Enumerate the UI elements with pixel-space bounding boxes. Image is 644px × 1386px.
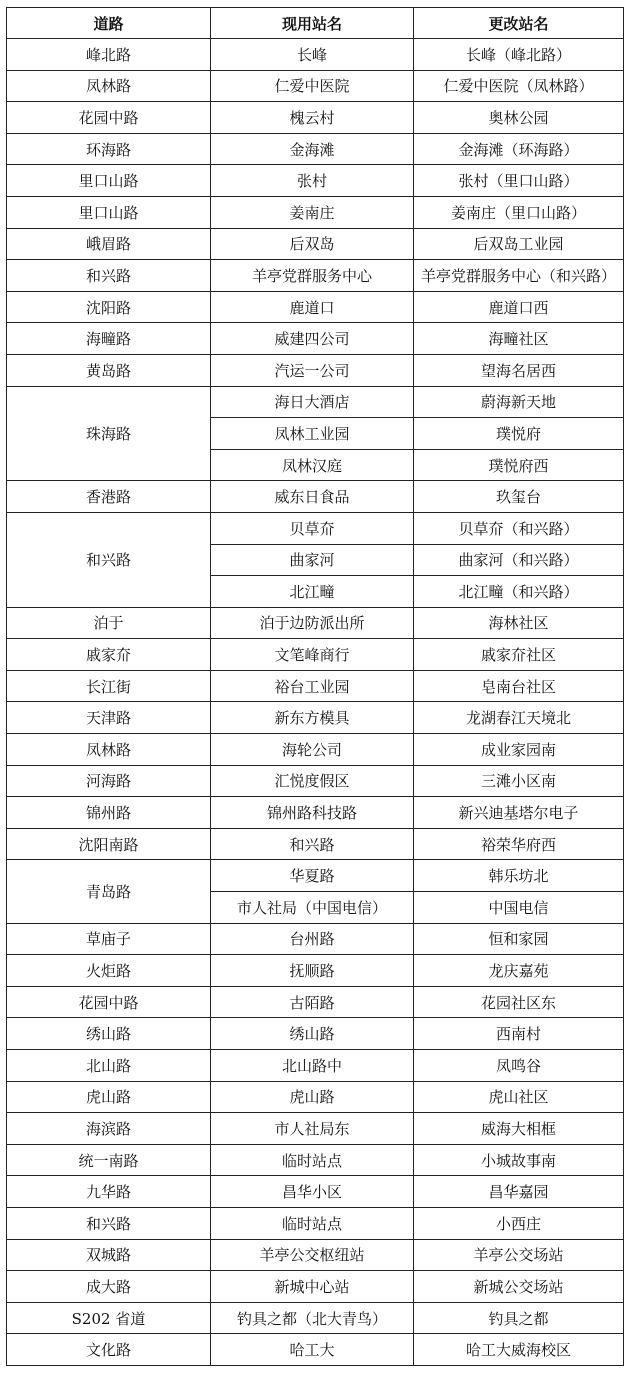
new-name-cell: 蔚海新天地 <box>414 386 624 418</box>
road-cell: 河海路 <box>7 765 211 797</box>
new-name-cell: 北江疃（和兴路） <box>414 576 624 608</box>
table-row <box>7 607 624 639</box>
current-name-cell: 裕台工业园 <box>211 670 414 702</box>
current-name-cell: 和兴路 <box>211 828 414 860</box>
current-name-cell: 威建四公司 <box>211 323 414 355</box>
road-cell: 虎山路 <box>7 1081 211 1113</box>
road-cell: 绣山路 <box>7 1018 211 1050</box>
table-row <box>7 1207 624 1239</box>
road-cell: 香港路 <box>7 481 211 513</box>
current-name-cell: 台州路 <box>211 923 414 955</box>
table-row <box>7 955 624 987</box>
new-name-cell: 新城公交场站 <box>414 1271 624 1303</box>
new-name-cell: 花园社区东 <box>414 986 624 1018</box>
road-cell: 泊于 <box>7 607 211 639</box>
current-name-cell: 槐云村 <box>211 102 414 134</box>
header-row <box>7 8 624 39</box>
road-cell: 长江街 <box>7 670 211 702</box>
new-name-cell: 海林社区 <box>414 607 624 639</box>
road-cell: 凤林路 <box>7 70 211 102</box>
new-name-cell: 望海名居西 <box>414 354 624 386</box>
new-name-cell: 小西庄 <box>414 1207 624 1239</box>
current-name-cell: 后双岛 <box>211 228 414 260</box>
current-name-cell: 鹿道口 <box>211 291 414 323</box>
new-name-cell: 曲家河（和兴路） <box>414 544 624 576</box>
road-cell: 九华路 <box>7 1176 211 1208</box>
road-cell: 和兴路 <box>7 512 211 607</box>
new-name-cell: 皂南台社区 <box>414 670 624 702</box>
road-cell: 锦州路 <box>7 797 211 829</box>
road-cell: 环海路 <box>7 133 211 165</box>
road-cell: 和兴路 <box>7 260 211 292</box>
current-name-cell: 虎山路 <box>211 1081 414 1113</box>
current-name-cell: 市人社局东 <box>211 1113 414 1145</box>
table-row <box>7 196 624 228</box>
new-name-cell: 威海大相框 <box>414 1113 624 1145</box>
road-cell: 黄岛路 <box>7 354 211 386</box>
current-name-cell: 临时站点 <box>211 1144 414 1176</box>
table-row <box>7 1113 624 1145</box>
road-cell: 火炬路 <box>7 955 211 987</box>
road-cell: 峰北路 <box>7 39 211 71</box>
road-cell: 统一南路 <box>7 1144 211 1176</box>
new-name-cell: 三滩小区南 <box>414 765 624 797</box>
new-name-cell: 钓具之都 <box>414 1302 624 1334</box>
new-name-cell: 奥林公园 <box>414 102 624 134</box>
table-row <box>7 512 624 544</box>
current-name-cell: 昌华小区 <box>211 1176 414 1208</box>
current-name-cell: 海轮公司 <box>211 734 414 766</box>
table-row <box>7 860 624 892</box>
table-row <box>7 323 624 355</box>
road-cell: 成大路 <box>7 1271 211 1303</box>
new-name-cell: 长峰（峰北路） <box>414 39 624 71</box>
new-name-cell: 璞悦府西 <box>414 449 624 481</box>
road-cell: 双城路 <box>7 1239 211 1271</box>
table-row <box>7 1144 624 1176</box>
road-cell: 凤林路 <box>7 734 211 766</box>
new-name-cell: 昌华嘉园 <box>414 1176 624 1208</box>
current-name-cell: 华夏路 <box>211 860 414 892</box>
road-cell: 沈阳南路 <box>7 828 211 860</box>
header-current-name: 现用站名 <box>211 8 414 39</box>
current-name-cell: 威东日食品 <box>211 481 414 513</box>
header-new-name: 更改站名 <box>414 8 624 39</box>
current-name-cell: 曲家河 <box>211 544 414 576</box>
new-name-cell: 成业家园南 <box>414 734 624 766</box>
road-cell: 青岛路 <box>7 860 211 923</box>
current-name-cell: 锦州路科技路 <box>211 797 414 829</box>
table-row <box>7 670 624 702</box>
new-name-cell: 龙湖春江天境北 <box>414 702 624 734</box>
table-row <box>7 734 624 766</box>
table-row <box>7 639 624 671</box>
new-name-cell: 哈工大威海校区 <box>414 1334 624 1366</box>
table-row <box>7 1176 624 1208</box>
table-row <box>7 1018 624 1050</box>
table-header <box>7 8 624 39</box>
table-row <box>7 828 624 860</box>
table-row <box>7 39 624 71</box>
current-name-cell: 海日大酒店 <box>211 386 414 418</box>
road-cell: 峨眉路 <box>7 228 211 260</box>
current-name-cell: 金海滩 <box>211 133 414 165</box>
current-name-cell: 长峰 <box>211 39 414 71</box>
current-name-cell: 文笔峰商行 <box>211 639 414 671</box>
new-name-cell: 张村（里口山路） <box>414 165 624 197</box>
current-name-cell: 临时站点 <box>211 1207 414 1239</box>
table-row <box>7 1050 624 1082</box>
table-row <box>7 1239 624 1271</box>
new-name-cell: 璞悦府 <box>414 418 624 450</box>
header-road: 道路 <box>7 8 211 39</box>
road-cell: 花园中路 <box>7 102 211 134</box>
table-row <box>7 797 624 829</box>
new-name-cell: 凤鸣谷 <box>414 1050 624 1082</box>
new-name-cell: 后双岛工业园 <box>414 228 624 260</box>
current-name-cell: 绣山路 <box>211 1018 414 1050</box>
road-cell: 沈阳路 <box>7 291 211 323</box>
table-row <box>7 1081 624 1113</box>
current-name-cell: 汇悦度假区 <box>211 765 414 797</box>
current-name-cell: 姜南庄 <box>211 196 414 228</box>
table-row <box>7 386 624 418</box>
table-row <box>7 765 624 797</box>
road-cell: 花园中路 <box>7 986 211 1018</box>
current-name-cell: 古陌路 <box>211 986 414 1018</box>
table-body <box>7 39 624 1366</box>
new-name-cell: 小城故事南 <box>414 1144 624 1176</box>
table-row <box>7 165 624 197</box>
current-name-cell: 汽运一公司 <box>211 354 414 386</box>
road-cell: 戚家夼 <box>7 639 211 671</box>
new-name-cell: 裕荣华府西 <box>414 828 624 860</box>
new-name-cell: 仁爱中医院（凤林路） <box>414 70 624 102</box>
new-name-cell: 鹿道口西 <box>414 291 624 323</box>
new-name-cell: 贝草夼（和兴路） <box>414 512 624 544</box>
new-name-cell: 戚家夼社区 <box>414 639 624 671</box>
road-cell: 草庙子 <box>7 923 211 955</box>
table-row <box>7 923 624 955</box>
current-name-cell: 泊于边防派出所 <box>211 607 414 639</box>
new-name-cell: 西南村 <box>414 1018 624 1050</box>
table-row <box>7 986 624 1018</box>
new-name-cell: 玖玺台 <box>414 481 624 513</box>
current-name-cell: 新城中心站 <box>211 1271 414 1303</box>
table-row <box>7 133 624 165</box>
current-name-cell: 市人社局（中国电信） <box>211 892 414 924</box>
table-row <box>7 1334 624 1366</box>
current-name-cell: 新东方模具 <box>211 702 414 734</box>
road-cell: 海疃路 <box>7 323 211 355</box>
road-cell: 文化路 <box>7 1334 211 1366</box>
current-name-cell: 北山路中 <box>211 1050 414 1082</box>
current-name-cell: 羊亭党群服务中心 <box>211 260 414 292</box>
road-cell: S202 省道 <box>7 1302 211 1334</box>
new-name-cell: 羊亭党群服务中心（和兴路） <box>414 260 624 292</box>
current-name-cell: 凤林工业园 <box>211 418 414 450</box>
current-name-cell: 钓具之都（北大青鸟） <box>211 1302 414 1334</box>
new-name-cell: 姜南庄（里口山路） <box>414 196 624 228</box>
station-rename-table <box>6 7 624 1366</box>
current-name-cell: 贝草夼 <box>211 512 414 544</box>
road-cell: 北山路 <box>7 1050 211 1082</box>
table-row <box>7 70 624 102</box>
new-name-cell: 恒和家园 <box>414 923 624 955</box>
new-name-cell: 韩乐坊北 <box>414 860 624 892</box>
new-name-cell: 虎山社区 <box>414 1081 624 1113</box>
table-row <box>7 1271 624 1303</box>
road-cell: 珠海路 <box>7 386 211 481</box>
table-row <box>7 354 624 386</box>
road-cell: 和兴路 <box>7 1207 211 1239</box>
road-cell: 里口山路 <box>7 196 211 228</box>
road-cell: 天津路 <box>7 702 211 734</box>
road-cell: 里口山路 <box>7 165 211 197</box>
table-row <box>7 702 624 734</box>
table-row <box>7 481 624 513</box>
current-name-cell: 仁爱中医院 <box>211 70 414 102</box>
table-row <box>7 102 624 134</box>
current-name-cell: 北江疃 <box>211 576 414 608</box>
current-name-cell: 张村 <box>211 165 414 197</box>
new-name-cell: 羊亭公交场站 <box>414 1239 624 1271</box>
current-name-cell: 羊亭公交枢纽站 <box>211 1239 414 1271</box>
table-row <box>7 228 624 260</box>
current-name-cell: 哈工大 <box>211 1334 414 1366</box>
new-name-cell: 新兴迪基塔尔电子 <box>414 797 624 829</box>
new-name-cell: 金海滩（环海路） <box>414 133 624 165</box>
table-row <box>7 260 624 292</box>
new-name-cell: 中国电信 <box>414 892 624 924</box>
new-name-cell: 龙庆嘉苑 <box>414 955 624 987</box>
table-row <box>7 1302 624 1334</box>
table-row <box>7 291 624 323</box>
current-name-cell: 凤林汉庭 <box>211 449 414 481</box>
current-name-cell: 抚顺路 <box>211 955 414 987</box>
new-name-cell: 海疃社区 <box>414 323 624 355</box>
road-cell: 海滨路 <box>7 1113 211 1145</box>
